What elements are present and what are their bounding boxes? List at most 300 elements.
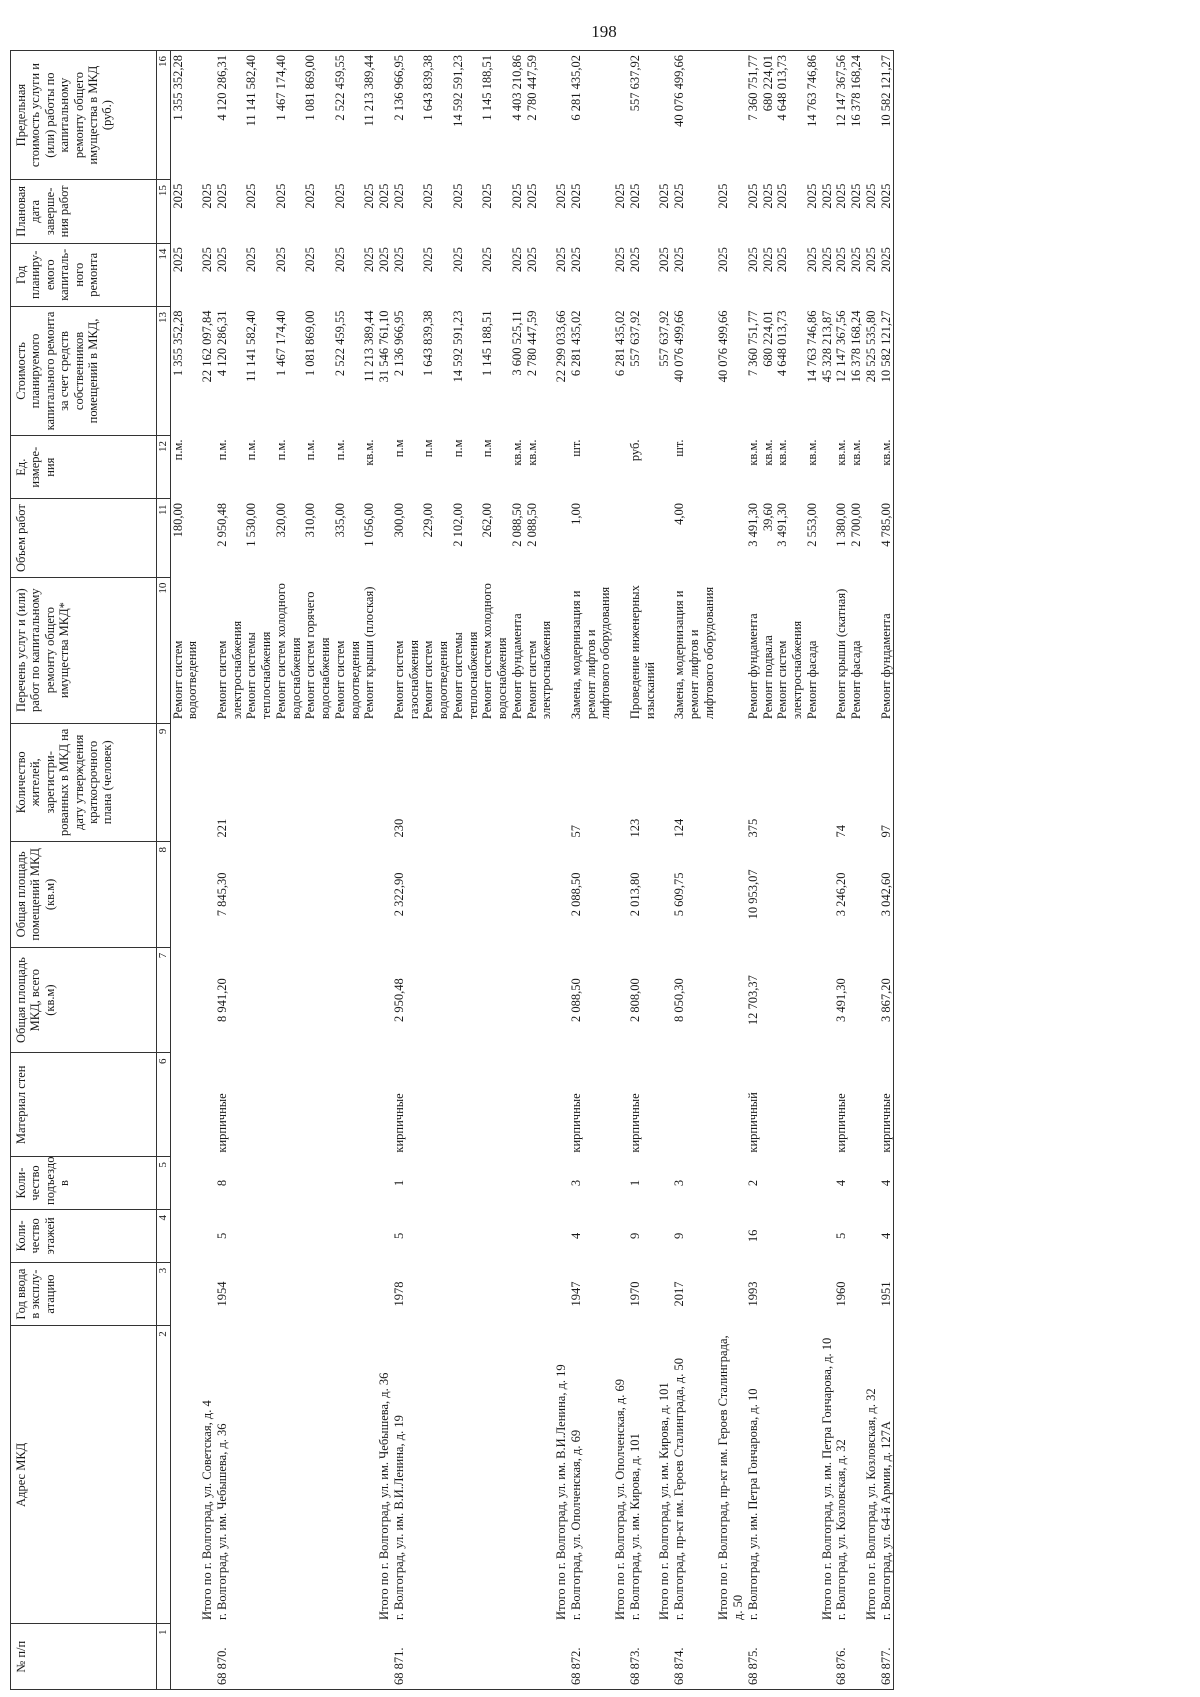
address-cell: г. Волгоград, пр-кт им. Героев Сталинграда, д. 50 [672, 1357, 687, 1620]
work-volume-cell [864, 499, 879, 577]
entrances-cell: 2 [745, 1179, 760, 1187]
total-row [716, 51, 746, 1690]
wall-material-cell [613, 1053, 628, 1157]
total-area-cell: 12 703,37 [745, 975, 760, 1026]
work-volume-cell: 1 530,00 [244, 502, 259, 547]
unit-cell: п.м. [273, 439, 288, 461]
cost-cell: 16 378 168,24 [849, 310, 864, 383]
work-volume-cell [657, 499, 672, 577]
repair-year-cell: 2025 [362, 247, 377, 273]
floors-cell [303, 1209, 333, 1262]
entrances-cell [820, 1157, 835, 1210]
unit-cell: п.м. [303, 439, 318, 461]
column-number: 9 [157, 723, 171, 841]
entrances-cell [480, 1157, 510, 1210]
cost-cell: 22 162 097,84 [200, 310, 215, 383]
address-cell: Итого по г. Волгоград, пр-кт им. Героев Сталинграда, д. 50 [716, 1335, 746, 1620]
residents-cell [525, 723, 555, 841]
address-cell [849, 1326, 864, 1624]
unit-cell [820, 436, 835, 499]
unit-cell [613, 436, 628, 499]
completion-date-cell: 2025 [391, 183, 406, 209]
limit-cost-cell [657, 51, 672, 180]
limit-cost-cell: 1 643 839,38 [421, 51, 451, 180]
cost-cell: 12 147 367,56 [834, 310, 849, 383]
total-area-cell [805, 947, 820, 1053]
completion-date-cell: 2025 [421, 183, 436, 209]
limit-cost-cell: 1 467 174,40 [274, 51, 304, 180]
entrances-cell [451, 1157, 481, 1210]
repair-year-cell: 2025 [244, 247, 259, 273]
work-type-cell: Ремонт фундамента [745, 613, 760, 720]
total-area-cell [820, 947, 835, 1053]
row-number [761, 1624, 776, 1690]
table-row [525, 51, 555, 1690]
total-area-cell [451, 947, 481, 1053]
premises-area-cell: 2 013,80 [627, 872, 642, 917]
row-number [170, 1624, 200, 1690]
entrances-cell [613, 1157, 628, 1210]
wall-material-cell [864, 1053, 879, 1157]
total-area-cell [510, 947, 525, 1053]
work-type-cell: Ремонт систем водоотведения [170, 640, 200, 720]
premises-area-cell: 2 088,50 [568, 872, 583, 917]
repair-year-cell: 2025 [863, 247, 878, 273]
cost-cell: 7 360 751,77 [745, 310, 760, 377]
column-number: 3 [157, 1262, 171, 1325]
premises-area-cell [421, 842, 451, 948]
unit-cell: кв.м. [849, 439, 864, 466]
residents-cell [554, 723, 569, 841]
header-cell: Объем работ [11, 499, 157, 577]
work-volume-cell: 3 491,30 [745, 502, 760, 547]
row-number: 68 871. [392, 1624, 422, 1690]
limit-cost-cell [554, 51, 569, 180]
year-built-cell [716, 1262, 746, 1325]
unit-cell [657, 436, 672, 499]
work-volume-cell: 2 088,50 [524, 502, 539, 547]
table-row [849, 51, 864, 1690]
work-volume-cell: 310,00 [303, 502, 318, 538]
cost-cell: 40 076 499,66 [672, 310, 687, 383]
total-row [864, 51, 879, 1690]
row-number [657, 1624, 672, 1690]
total-area-cell [554, 947, 569, 1053]
floors-cell [849, 1209, 864, 1262]
completion-date-cell: 2025 [568, 183, 583, 209]
completion-date-cell: 2025 [524, 183, 539, 209]
address-cell [244, 1326, 274, 1624]
residents-cell [451, 723, 481, 841]
unit-cell [716, 436, 746, 499]
residents-cell [362, 723, 377, 841]
residents-cell: 221 [214, 818, 229, 838]
work-volume-cell: 2 950,48 [214, 502, 229, 547]
cost-cell: 2 136 966,95 [391, 310, 406, 377]
entrances-cell [657, 1157, 672, 1210]
premises-area-cell: 3 042,60 [879, 842, 894, 948]
cost-cell: 1 145 188,51 [480, 310, 495, 377]
limit-cost-cell: 10 582 121,27 [879, 51, 894, 180]
wall-material-cell: кирпичный [745, 1092, 760, 1153]
repair-year-cell: 2025 [568, 247, 583, 273]
row-number [554, 1624, 569, 1690]
total-area-cell [274, 947, 304, 1053]
entrances-cell: 1 [627, 1179, 642, 1187]
cost-cell: 1 643 839,38 [421, 310, 436, 377]
limit-cost-cell: 1 145 188,51 [480, 51, 510, 180]
repair-year-cell: 2025 [760, 247, 775, 273]
header-row [11, 51, 157, 1690]
total-area-cell: 8 050,30 [672, 978, 687, 1022]
floors-cell [657, 1209, 672, 1262]
row-number: 68 875. [746, 1624, 761, 1690]
completion-date-cell: 2025 [480, 183, 495, 209]
floors-cell [200, 1209, 215, 1262]
wall-material-cell [377, 1053, 392, 1157]
table-body [170, 51, 894, 1690]
completion-date-cell: 2025 [849, 183, 864, 209]
floors-cell: 9 [627, 1232, 642, 1240]
year-built-cell [525, 1262, 555, 1325]
entrances-cell [362, 1157, 377, 1210]
column-number: 4 [157, 1209, 171, 1262]
floors-cell [761, 1209, 776, 1262]
total-area-cell: 2 950,48 [391, 978, 406, 1022]
year-built-cell: 2017 [672, 1281, 687, 1307]
floors-cell [805, 1209, 820, 1262]
repair-year-cell: 2025 [804, 247, 819, 273]
year-built-cell: 1993 [745, 1281, 760, 1307]
unit-cell: кв.м. [362, 439, 377, 466]
premises-area-cell: 7 845,30 [214, 872, 229, 917]
premises-area-cell [525, 842, 555, 948]
work-type-cell: Ремонт системы теплоснабжения [244, 631, 274, 720]
repair-year-cell: 2025 [480, 247, 495, 273]
total-area-cell [613, 947, 628, 1053]
residents-cell: 57 [568, 825, 583, 838]
unit-cell: кв.м. [775, 439, 790, 466]
work-volume-cell: 2 102,00 [450, 502, 465, 547]
completion-date-cell: 2025 [760, 183, 775, 209]
repair-year-cell: 2025 [745, 247, 760, 273]
row-number [716, 1624, 746, 1690]
limit-cost-cell: 7 360 751,77 [746, 51, 761, 180]
year-built-cell [274, 1262, 304, 1325]
residents-cell: 375 [745, 818, 760, 838]
limit-cost-cell: 1 081 869,00 [303, 51, 333, 180]
column-number: 15 [157, 180, 171, 243]
wall-material-cell [244, 1053, 274, 1157]
year-built-cell [451, 1262, 481, 1325]
cost-cell: 45 328 213,87 [819, 310, 834, 383]
total-area-cell: 2 088,50 [568, 978, 583, 1022]
address-cell [170, 1326, 200, 1624]
table-row [510, 51, 525, 1690]
repair-year-cell: 2025 [421, 247, 436, 273]
row-number [613, 1624, 628, 1690]
work-type-cell: Ремонт фундамента [509, 613, 524, 720]
wall-material-cell [200, 1053, 215, 1157]
residents-cell [613, 723, 628, 841]
work-volume-cell: 262,00 [480, 502, 495, 538]
work-type-cell: Ремонт подвала [760, 635, 775, 720]
premises-area-cell [303, 842, 333, 948]
header-cell: Адрес МКД [11, 1326, 157, 1624]
header-cell: Плановая дата заверше-ния работ [11, 180, 157, 243]
premises-area-cell [849, 842, 864, 948]
column-number: 1 [157, 1624, 171, 1690]
row-number [421, 1624, 451, 1690]
column-number: 5 [157, 1157, 171, 1210]
cost-cell: 11 213 389,44 [362, 310, 377, 382]
work-volume-cell: 4,00 [672, 502, 687, 525]
column-number: 10 [157, 577, 171, 723]
work-volume-cell [377, 499, 392, 577]
completion-date-cell: 2025 [332, 183, 347, 209]
wall-material-cell [274, 1053, 304, 1157]
entrances-cell [525, 1157, 555, 1210]
address-cell [451, 1326, 481, 1624]
floors-cell [377, 1209, 392, 1262]
address-cell [805, 1326, 820, 1624]
premises-area-cell [805, 842, 820, 948]
residents-cell [864, 723, 879, 841]
entrances-cell [244, 1157, 274, 1210]
residents-cell [303, 723, 333, 841]
year-built-cell [849, 1262, 864, 1325]
work-type-cell [613, 577, 628, 723]
residents-cell [657, 723, 672, 841]
limit-cost-cell [200, 51, 215, 180]
repair-year-cell: 2025 [303, 247, 318, 273]
wall-material-cell [480, 1053, 510, 1157]
header-cell: Общая площадь МКД, всего (кв.м) [11, 947, 157, 1053]
floors-cell [510, 1209, 525, 1262]
wall-material-cell: кирпичные [834, 1093, 849, 1153]
limit-cost-cell: 4 403 210,86 [510, 51, 525, 180]
repair-year-cell: 2025 [200, 247, 215, 273]
completion-date-cell: 2025 [879, 180, 894, 243]
repair-year-cell: 2025 [613, 247, 628, 273]
total-area-cell [377, 947, 392, 1053]
address-cell: Итого по г. Волгоград, ул. Козловская, д. 32 [863, 1388, 878, 1620]
limit-cost-cell: 11 141 582,40 [244, 51, 274, 180]
unit-cell: п.м [421, 439, 436, 458]
repair-year-cell: 2025 [170, 247, 185, 273]
unit-cell: кв.м. [760, 439, 775, 466]
wall-material-cell [510, 1053, 525, 1157]
work-type-cell: Ремонт систем водоотведения [421, 640, 451, 720]
residents-cell [480, 723, 510, 841]
premises-area-cell: 3 246,20 [834, 872, 849, 917]
premises-area-cell [451, 842, 481, 948]
work-volume-cell [820, 499, 835, 577]
cost-cell: 1 355 352,28 [170, 310, 185, 377]
year-built-cell: 1954 [214, 1281, 229, 1307]
unit-cell: п.м [391, 439, 406, 458]
limit-cost-cell: 14 763 746,86 [805, 51, 820, 180]
address-cell: Итого по г. Волгоград, ул. им. В.И.Ленина, д. 19 [554, 1364, 569, 1620]
work-type-cell: Ремонт систем электроснабжения [775, 620, 805, 720]
premises-area-cell [554, 842, 569, 948]
unit-cell: кв.м. [524, 439, 539, 466]
work-type-cell [554, 577, 569, 723]
completion-date-cell: 2025 [672, 183, 687, 209]
unit-cell [554, 436, 569, 499]
year-built-cell: 1978 [391, 1281, 406, 1307]
residents-cell [200, 723, 215, 841]
repair-year-cell: 2025 [391, 247, 406, 273]
residents-cell [274, 723, 304, 841]
floors-cell [244, 1209, 274, 1262]
work-type-cell: Ремонт крыши (плоская) [362, 586, 377, 720]
row-number [274, 1624, 304, 1690]
repair-year-cell: 2025 [657, 247, 672, 273]
row-number: 68 874. [672, 1624, 716, 1690]
total-area-cell: 8 941,20 [214, 978, 229, 1022]
unit-cell: п.м. [214, 439, 229, 461]
address-cell: г. Волгоград, ул. им. Кирова, д. 101 [627, 1433, 642, 1620]
work-type-cell: Ремонт систем холодного водоснабжения [273, 583, 303, 720]
address-cell [303, 1326, 333, 1624]
address-cell [480, 1326, 510, 1624]
premises-area-cell [362, 842, 377, 948]
header-cell: Материал стен [11, 1053, 157, 1157]
repair-year-cell: 2025 [627, 247, 642, 273]
total-area-cell [480, 947, 510, 1053]
limit-cost-cell: 11 213 389,44 [362, 51, 377, 180]
year-built-cell [775, 1262, 805, 1325]
row-number [362, 1624, 377, 1690]
residents-cell [333, 723, 363, 841]
work-type-cell: Проведение инженерных изысканий [627, 585, 657, 720]
limit-cost-cell: 2 136 966,95 [392, 51, 422, 180]
cost-cell: 3 600 525,11 [509, 310, 524, 376]
completion-date-cell: 2025 [273, 183, 288, 209]
work-volume-cell: 320,00 [273, 502, 288, 538]
repair-year-cell: 2025 [332, 247, 347, 273]
premises-area-cell [333, 842, 363, 948]
total-area-cell [761, 947, 776, 1053]
entrances-cell [805, 1157, 820, 1210]
wall-material-cell: кирпичные [879, 1053, 894, 1157]
entrances-cell: 3 [672, 1179, 687, 1187]
residents-cell [820, 723, 835, 841]
year-built-cell [480, 1262, 510, 1325]
premises-area-cell [274, 842, 304, 948]
completion-date-cell: 2025 [775, 183, 790, 209]
work-volume-cell: 1 056,00 [362, 502, 377, 547]
repair-year-cell: 2025 [775, 247, 790, 273]
year-built-cell [805, 1262, 820, 1325]
work-type-cell: Ремонт фасада [849, 640, 864, 720]
residents-cell [849, 723, 864, 841]
year-built-cell [303, 1262, 333, 1325]
total-area-cell [657, 947, 672, 1053]
completion-date-cell: 2025 [362, 183, 377, 209]
work-type-cell [820, 577, 835, 723]
rotated-table-container [10, 45, 1195, 1690]
address-cell [421, 1326, 451, 1624]
table-row [879, 51, 894, 1690]
work-type-cell: Ремонт систем электроснабжения [524, 620, 554, 720]
entrances-cell [333, 1157, 363, 1210]
address-cell: Итого по г. Волгоград, ул. им. Чебышева, д. 36 [377, 1372, 392, 1620]
limit-cost-cell [613, 51, 628, 180]
year-built-cell [362, 1262, 377, 1325]
completion-date-cell: 2025 [450, 183, 465, 209]
entrances-cell [849, 1157, 864, 1210]
floors-cell [333, 1209, 363, 1262]
table-row [672, 51, 716, 1690]
row-number: 68 876. [834, 1624, 849, 1690]
floors-cell: 9 [672, 1232, 687, 1240]
header-cell: Перечень услуг и (или) работ по капитальному ремонту общего имущества МКД* [11, 577, 157, 723]
floors-cell: 5 [834, 1232, 849, 1240]
table-row [628, 51, 658, 1690]
row-number: 68 877. [879, 1624, 894, 1690]
premises-area-cell [864, 842, 879, 948]
entrances-cell: 3 [568, 1179, 583, 1187]
premises-area-cell [613, 842, 628, 948]
unit-cell: кв.м. [879, 436, 894, 499]
header-cell: № п/п [11, 1624, 157, 1690]
header-cell: Год планиру-емого капиталь-ного ремонта [11, 243, 157, 306]
table-row [170, 51, 200, 1690]
completion-date-cell: 2025 [244, 183, 259, 209]
unit-cell: п.м. [332, 439, 347, 461]
cost-cell: 2 522 459,55 [332, 310, 347, 377]
unit-cell: кв.м. [804, 439, 819, 466]
row-number: 68 873. [628, 1624, 658, 1690]
table-row [805, 51, 820, 1690]
address-cell: Итого по г. Волгоград, ул. Советская, д. 4 [200, 1400, 215, 1620]
work-volume-cell: 180,00 [170, 502, 185, 538]
completion-date-cell: 2025 [200, 183, 215, 209]
work-type-cell: Ремонт системы теплоснабжения [450, 631, 480, 720]
table-row [215, 51, 245, 1690]
work-volume-cell: 3 491,30 [775, 502, 790, 547]
total-area-cell [303, 947, 333, 1053]
row-number [820, 1624, 835, 1690]
table-row [333, 51, 363, 1690]
wall-material-cell [362, 1053, 377, 1157]
residents-cell: 124 [672, 818, 687, 838]
premises-area-cell: 5 609,75 [672, 872, 687, 917]
entrances-cell: 8 [214, 1179, 229, 1187]
repair-year-cell: 2025 [672, 247, 687, 273]
year-built-cell [510, 1262, 525, 1325]
address-cell: г. Волгоград, ул. им. Петра Гончарова, д. 10 [745, 1388, 760, 1620]
work-volume-cell: 39,60 [760, 502, 775, 532]
row-number [303, 1624, 333, 1690]
header-cell: Коли-чество подъездо в [11, 1157, 157, 1210]
total-row [200, 51, 215, 1690]
work-type-cell: Ремонт систем водоотведения [332, 640, 362, 720]
floors-cell [451, 1209, 481, 1262]
total-row [377, 51, 392, 1690]
table-row [569, 51, 613, 1690]
cost-cell: 557 637,92 [627, 310, 642, 367]
floors-cell: 4 [568, 1232, 583, 1240]
wall-material-cell [775, 1053, 805, 1157]
floors-cell [274, 1209, 304, 1262]
entrances-cell: 4 [834, 1179, 849, 1187]
residents-cell [761, 723, 776, 841]
wall-material-cell [451, 1053, 481, 1157]
address-cell [362, 1326, 377, 1624]
